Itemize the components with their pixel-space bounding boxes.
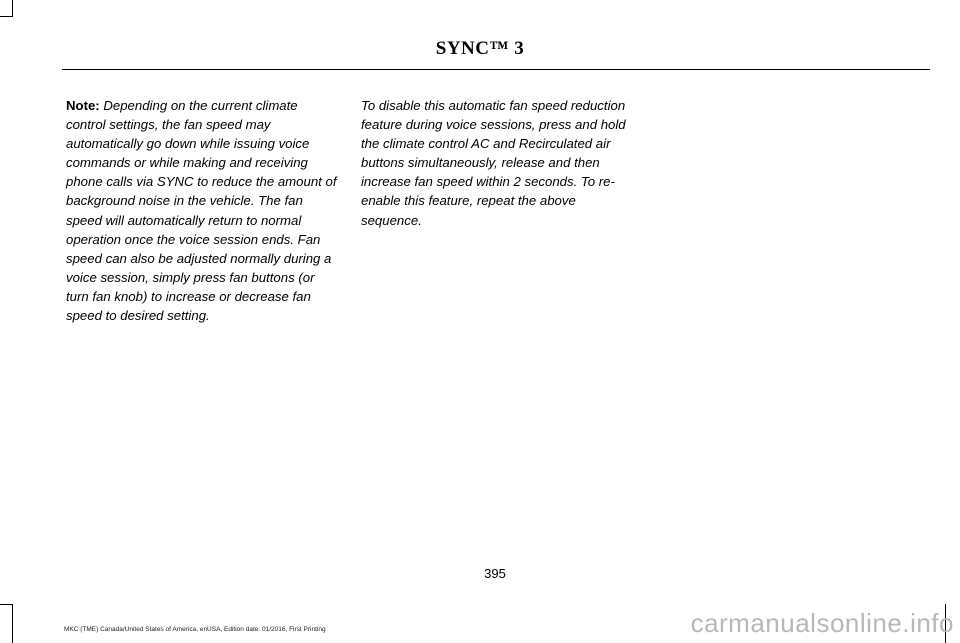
- footer-edition-text: MKC (TME) Canada/United States of America, enUSA, Edition date: 01/2016, First Printing: [64, 626, 326, 633]
- crop-mark-bottom-left-vertical: [12, 604, 13, 643]
- header-divider: [62, 69, 930, 70]
- crop-mark-bottom-left-horizontal: [0, 604, 13, 605]
- note-label: Note:: [66, 98, 100, 113]
- crop-mark-top-left-horizontal: [0, 16, 13, 17]
- crop-mark-top-left-vertical: [12, 0, 13, 16]
- watermark-logo: carmanualsonline.info: [690, 608, 954, 638]
- page-header-title: SYNC™ 3: [435, 38, 525, 59]
- left-column-note: [66, 96, 340, 325]
- right-column-paragraph: To disable this automatic fan speed reduction feature during voice sessions, press and hold the climate control AC and Recirculated air buttons simultaneously, release and then increase fan speed within 2 seconds. To re-enable this feature, repeat the above sequence.: [361, 98, 626, 228]
- page-number: 395: [484, 566, 506, 581]
- note-text: Depending on the current climate control settings, the fan speed may automatically go down while issuing voice commands or while making and receiving phone calls via SYNC to reduce the amount of background noise in the vehicle. The fan speed will automatically return to normal operation once the voice session ends. Fan speed can also be adjusted normally during a voice session, simply press fan buttons (or turn fan knob) to increase or decrease fan speed to desired setting.: [66, 98, 337, 324]
